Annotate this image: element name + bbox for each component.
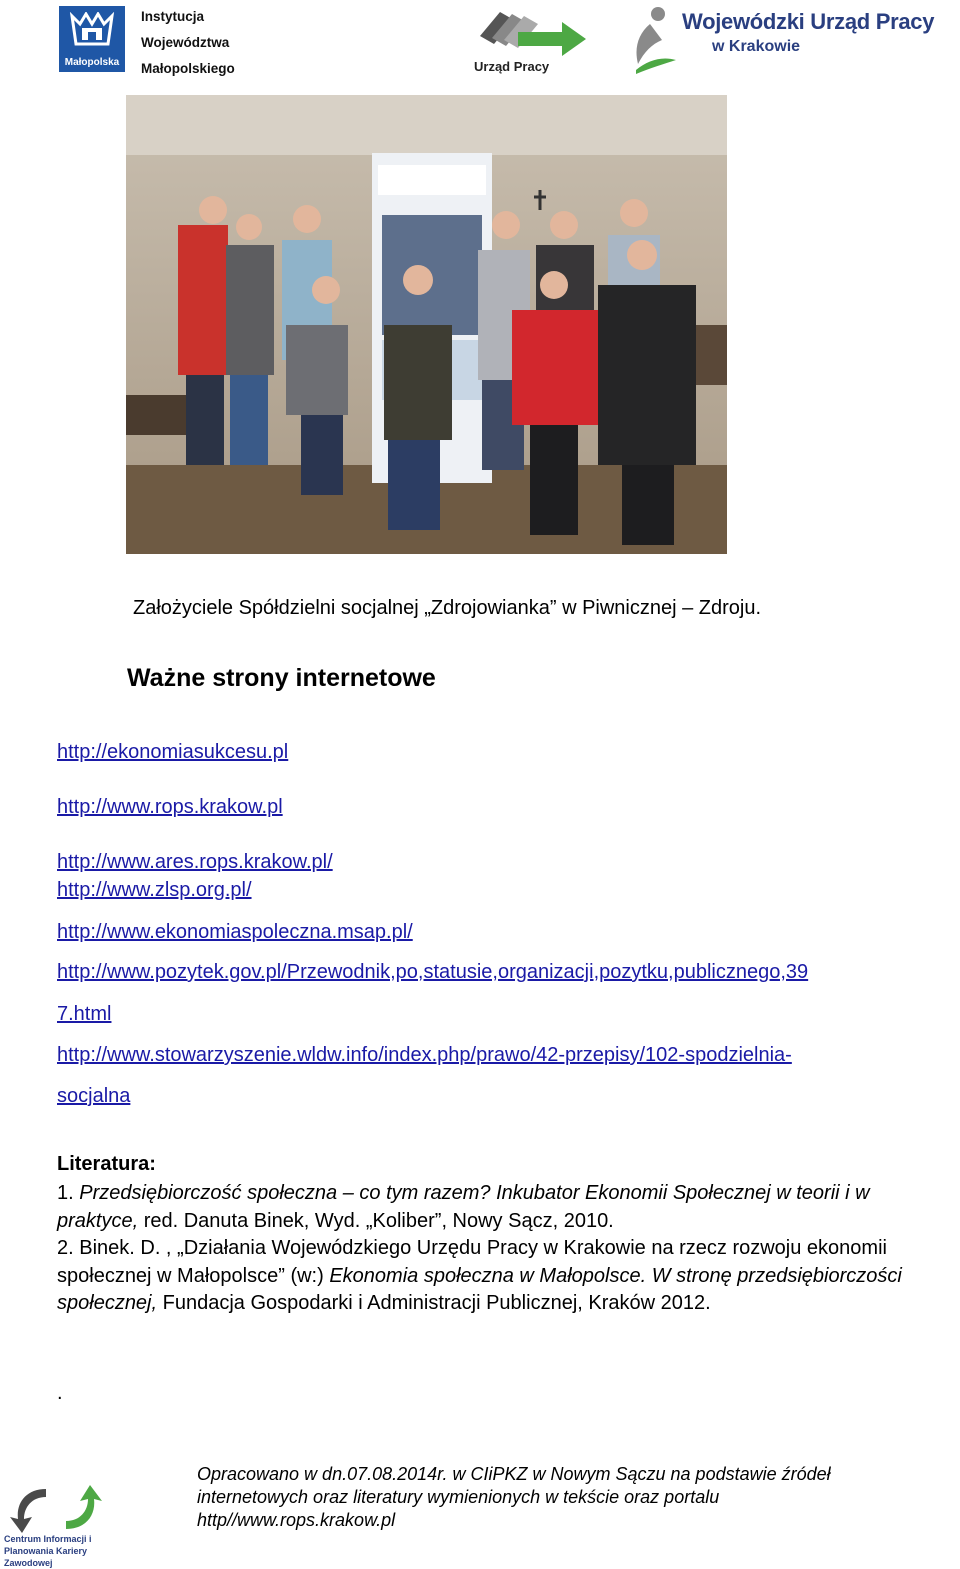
literature-item-2: [57, 1235, 952, 1318]
institution-line-3: Małopolskiego: [141, 61, 235, 76]
link-stowarzyszenie-part2[interactable]: socjalna: [57, 1085, 131, 1107]
literature-item-2-publisher: Fundacja Gospodarki i Administracji Publicznej, Kraków 2012.: [157, 1292, 711, 1314]
figure-icon: [628, 4, 678, 76]
footer-note: [197, 1463, 937, 1532]
literature-item-1-title: Przedsiębiorczość społeczna – co tym razem? Inkubator Ekonomii Społecznej w teorii i w praktyce,: [57, 1182, 870, 1232]
literature-item-2-text: 2. Binek. D. , „Działania Wojewódzkiego Urzędu Pracy w Krakowie na rzecz rozwoju ekonomii społecznej w Małopolsce” (w:): [57, 1237, 887, 1287]
literature-item-1-details: red. Danuta Binek, Wyd. „Koliber”, Nowy Sącz, 2010.: [138, 1209, 614, 1232]
link-zlsp[interactable]: http://www.zlsp.org.pl/: [57, 879, 252, 901]
trailing-dot: .: [57, 1382, 63, 1404]
link-ekonomiasukcesu[interactable]: http://ekonomiasukcesu.pl: [57, 741, 289, 763]
link-ekonomiaspoleczna[interactable]: http://www.ekonomiaspoleczna.msap.pl/: [57, 921, 413, 943]
literature-item-1-number: 1.: [57, 1182, 80, 1204]
link-stowarzyszenie-part1[interactable]: http://www.stowarzyszenie.wldw.info/index.php/prawo/42-przepisy/102-spodzielnia-: [57, 1044, 792, 1066]
ciipkz-logo: [0, 1477, 130, 1568]
institution-text: [141, 4, 261, 82]
footer-line-2: internetowych oraz literatury wymienionych w tekście oraz portalu: [197, 1487, 720, 1507]
circular-arrows-icon: [6, 1481, 116, 1537]
footer-line-3: http//www.rops.krakow.pl: [197, 1510, 396, 1530]
urzad-pracy-label: Urząd Pracy: [474, 59, 550, 74]
institution-line-2: Województwa: [141, 35, 230, 50]
group-photo: [126, 95, 727, 554]
malopolska-logo-label: Małopolska: [64, 57, 120, 68]
malopolska-logo: [59, 6, 125, 72]
urzad-pracy-logo: [474, 6, 592, 78]
literature-list: [57, 1180, 952, 1318]
section-heading: Ważne strony internetowe: [127, 664, 436, 692]
literature-item-1: [57, 1180, 952, 1235]
wup-subtitle: w Krakowie: [712, 38, 801, 55]
link-pozytek-part2[interactable]: 7.html: [57, 1003, 112, 1025]
crest-icon: [68, 12, 116, 52]
wup-logo: [628, 4, 954, 78]
link-ares-rops[interactable]: http://www.ares.rops.krakow.pl/: [57, 851, 333, 873]
footer-line-1: Opracowano w dn.07.08.2014r. w CIiPKZ w Nowym Sączu na podstawie źródeł: [197, 1464, 831, 1484]
wup-title: Wojewódzki Urząd Pracy: [682, 9, 935, 34]
arrow-cards-icon: [474, 6, 592, 58]
link-rops-krakow[interactable]: http://www.rops.krakow.pl: [57, 796, 283, 818]
photo-caption: Założyciele Spółdzielni socjalnej „Zdrojowianka” w Piwnicznej – Zdroju.: [133, 597, 762, 619]
institution-line-1: Instytucja: [141, 9, 205, 24]
ciipkz-logo-label: Centrum Informacji i Planowania Kariery Zawodowej: [4, 1534, 92, 1568]
link-pozytek-part1[interactable]: http://www.pozytek.gov.pl/Przewodnik,po,statusie,organizacji,pozytku,publicznego,39: [57, 961, 809, 983]
group-photo-image: [126, 95, 727, 554]
literature-title: Literatura:: [57, 1153, 156, 1175]
literature-item-2-title: Ekonomia społeczna w Małopolsce. W stronę przedsiębiorczości społecznej,: [57, 1264, 902, 1314]
